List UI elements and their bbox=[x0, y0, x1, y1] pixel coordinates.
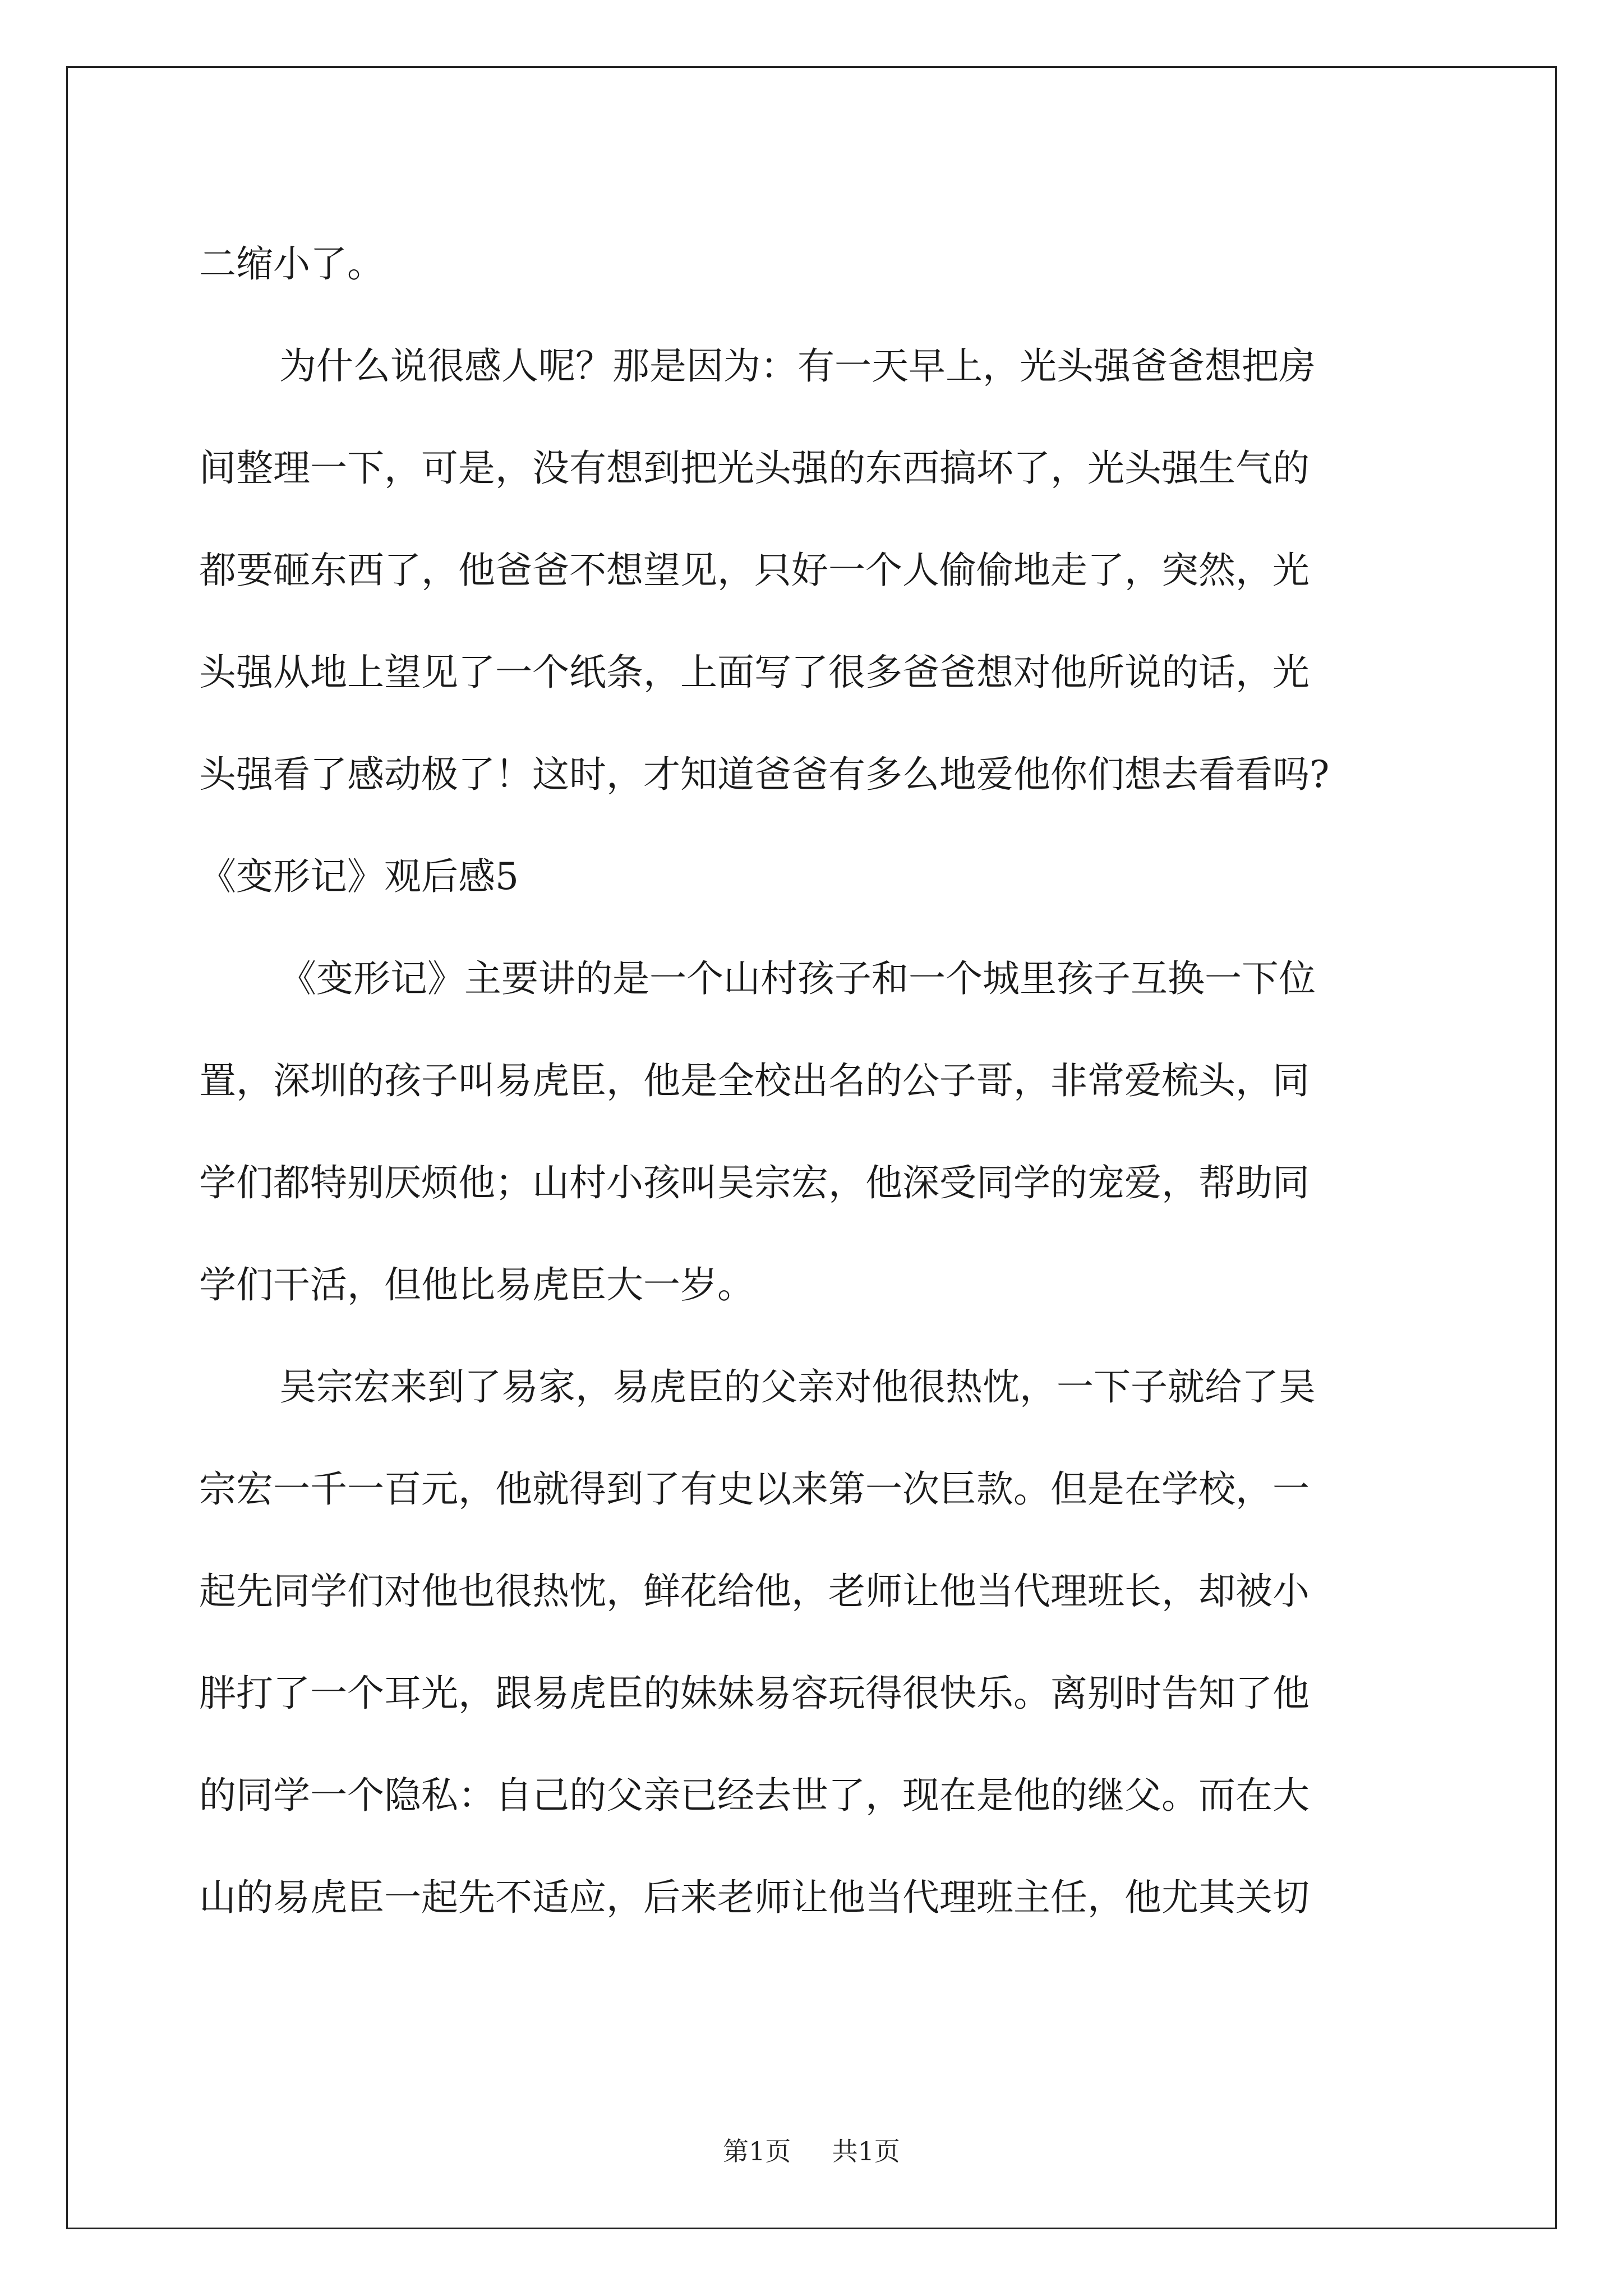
page-footer bbox=[0, 2134, 1623, 2168]
text-line: 头强从地上望见了一个纸条，上面写了很多爸爸想对他所说的话，光 bbox=[199, 651, 1310, 694]
text-line: 都要砸东西了，他爸爸不想望见，只好一个人偷偷地走了，突然，光 bbox=[199, 549, 1310, 592]
text-line: 学们干活，但他比易虎臣大一岁。 bbox=[199, 1263, 754, 1306]
text-line: 《变形记》主要讲的是一个山村孩子和一个城里孩子互换一下位 bbox=[279, 957, 1316, 1000]
text-line: 置，深圳的孩子叫易虎臣，他是全校出名的公子哥，非常爱梳头，同 bbox=[199, 1059, 1310, 1102]
text-line: 宗宏一千一百元，他就得到了有史以来第一次巨款。但是在学校，一 bbox=[199, 1467, 1310, 1511]
text-line: 学们都特别厌烦他；山村小孩叫吴宗宏，他深受同学的宠爱，帮助同 bbox=[199, 1161, 1310, 1204]
text-line: 吴宗宏来到了易家，易虎臣的父亲对他很热忱，一下子就给了吴 bbox=[279, 1365, 1316, 1409]
text-line: 头强看了感动极了！这时，才知道爸爸有多么地爱他你们想去看看吗? bbox=[199, 753, 1330, 796]
page-number: 第1页 bbox=[723, 2136, 791, 2166]
text-line: 的同学一个隐私：自己的父亲已经去世了，现在是他的继父。而在大 bbox=[199, 1774, 1310, 1817]
text-line: 起先同学们对他也很热忱，鲜花给他，老师让他当代理班长，却被小 bbox=[199, 1570, 1310, 1613]
text-line: 胖打了一个耳光，跟易虎臣的妹妹易容玩得很快乐。离别时告知了他 bbox=[199, 1672, 1310, 1715]
section-heading: 《变形记》观后感5 bbox=[199, 855, 519, 898]
text-line: 二缩小了。 bbox=[199, 242, 384, 286]
document-body bbox=[199, 213, 1438, 1949]
page-total: 共1页 bbox=[832, 2136, 900, 2166]
text-line: 为什么说很感人呢？那是因为：有一天早上，光头强爸爸想把房 bbox=[279, 344, 1316, 388]
text-line: 山的易虎臣一起先不适应，后来老师让他当代理班主任，他尤其关切 bbox=[199, 1876, 1310, 1919]
text-line: 间整理一下，可是，没有想到把光头强的东西搞坏了，光头强生气的 bbox=[199, 447, 1310, 490]
